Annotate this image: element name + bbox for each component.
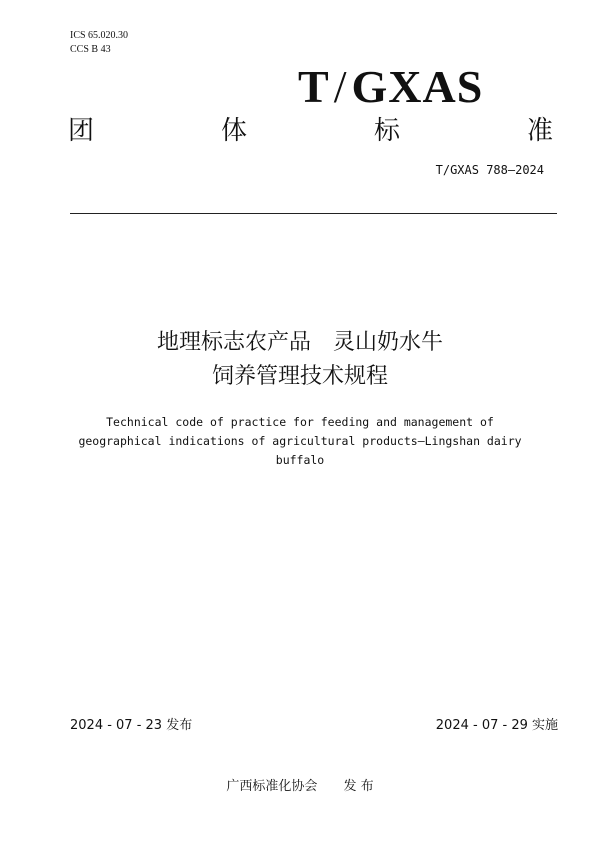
ccs-code: CCS B 43	[70, 44, 111, 55]
standard-logo	[298, 62, 483, 112]
ics-code: ICS 65.020.30	[70, 30, 129, 41]
classification-block	[70, 29, 128, 57]
chinese-title-part-b: 灵山奶水牛	[333, 330, 444, 355]
standard-type-char: 团	[68, 116, 95, 146]
logo-slash: /	[333, 61, 348, 112]
standard-number: T/GXAS 788—2024	[435, 163, 544, 177]
english-title	[60, 413, 540, 470]
english-title-line-2: geographical indications of agricultural products—Lingshan dairy	[78, 434, 522, 448]
issue-date: 2024 - 07 - 23 发布	[70, 718, 193, 733]
standard-type-char: 体	[220, 116, 247, 146]
header-divider	[70, 213, 557, 214]
publisher-action: 发 布	[343, 779, 374, 794]
publisher-line	[0, 775, 600, 794]
standard-type-char: 标	[373, 116, 400, 146]
chinese-title-line-2: 饲养管理技术规程	[211, 364, 388, 389]
publisher-name: 广西标准化协会	[226, 779, 318, 794]
implementation-date: 2024 - 07 - 29 实施	[435, 718, 558, 733]
english-title-line-1: Technical code of practice for feeding and management of	[106, 415, 494, 429]
logo-prefix: T	[298, 61, 330, 112]
chinese-title-part-a: 地理标志农产品	[156, 330, 311, 355]
standard-type-heading	[68, 115, 553, 147]
logo-suffix: GXAS	[351, 61, 484, 112]
chinese-title-line-1	[0, 326, 600, 360]
chinese-title	[0, 326, 600, 394]
standard-type-char: 准	[526, 116, 553, 146]
english-title-line-3: buffalo	[275, 453, 325, 467]
